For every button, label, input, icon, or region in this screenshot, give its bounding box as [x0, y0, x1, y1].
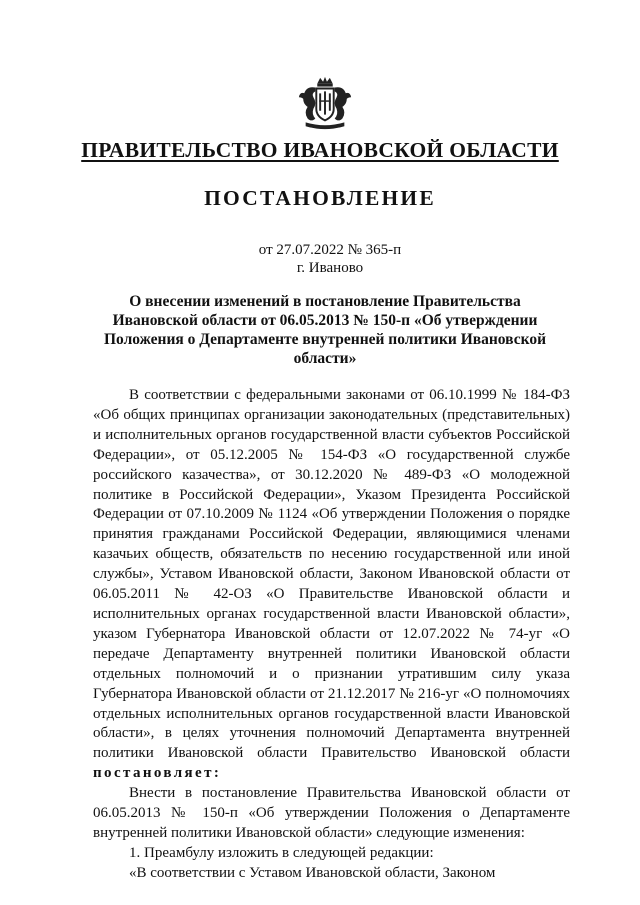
body-paragraph: Внести в постановление Правительства Ивановской области от 06.05.2013 № 150-п «Об утверждении Положения о Департаменте внутренней политики Ивановской области» следующие изменения:: [93, 785, 570, 841]
resolves-word: постановляет:: [93, 765, 222, 782]
document-body: [93, 386, 570, 884]
preamble-paragraph: [93, 386, 570, 784]
document-type: ПОСТАНОВЛЕНИЕ: [204, 186, 436, 210]
body-paragraph: 1. Преамбулу изложить в следующей редакции:: [129, 844, 434, 861]
coat-of-arms-icon: [296, 74, 354, 132]
date-number: от 27.07.2022 № 365-п: [258, 242, 402, 258]
city: г. Иваново: [296, 260, 364, 276]
document-title: О внесении изменений в постановление Правительства Ивановской области от 06.05.2013 № 150-п «Об утверждении Положения о Департаменте внутренней политики Ивановской области»: [103, 293, 547, 367]
preamble-text: В соответствии с федеральными законами от 06.10.1999 № 184-ФЗ «Об общих принципах организации законодательных (представительных) и исполнительных органов государственной власти субъектов Российской Федерации», от 05.12.2005 № 154-ФЗ «О государственной службе российского казачества», от 30.12.2020 № 489-ФЗ «О молодежной политике в Российской Федерации», Указом Президента Российской Федерации от 07.10.2009 № 1124 «Об утверждении Положения о порядке принятия гражданами Российской Федерации, являющимися членами казачьих обществ, обязательств по несению государственной или иной службы», Уставом Ивановской области, Законом Ивановской области от 06.05.2011 № 42-ОЗ «О Правительстве Ивановской области и исполнительных органах государственной власти Ивановской области», указом Губернатора Ивановской области от 12.07.2022 № 74-уг «О передаче Департаменту внутренней политики Ивановской области отдельных полномочий и о признании утратившим силу указа Губернатора Ивановской области от 21.12.2017 № 216-уг «О полномочиях отдельных исполнительных органов государственной власти Ивановской области», в целях уточнения полномочий Департамента внутренней политики Ивановской области Правительство Ивановской области: [93, 387, 570, 762]
organization-title: ПРАВИТЕЛЬСТВО ИВАНОВСКОЙ ОБЛАСТИ: [81, 138, 559, 162]
body-paragraph: «В соответствии с Уставом Ивановской области, Законом: [129, 864, 496, 881]
